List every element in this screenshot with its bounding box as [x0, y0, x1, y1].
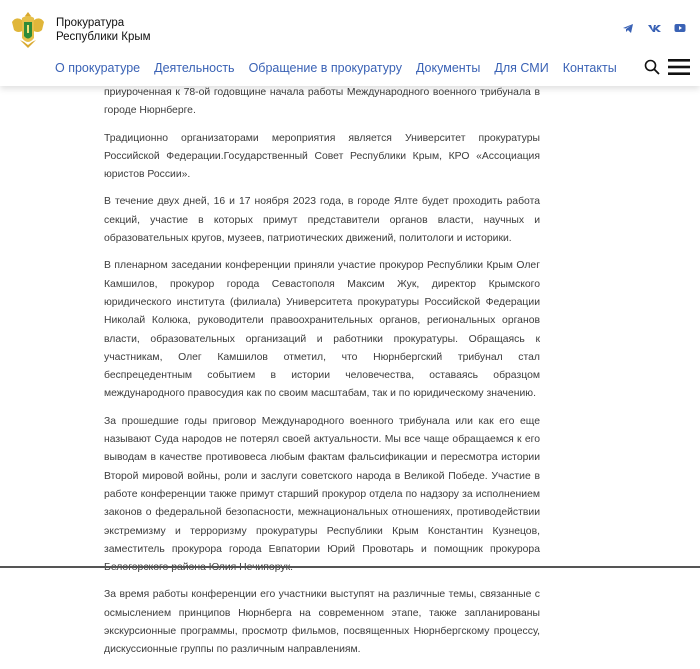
nav-appeal[interactable]: Обращение в прокуратуру — [248, 61, 402, 75]
social-links — [622, 22, 686, 34]
youtube-icon[interactable] — [674, 22, 686, 34]
brand-name[interactable] — [56, 16, 151, 44]
article-paragraph: За время работы конференции его участники выступят на различные темы, связанные с осмыслением принципов Нюрнберга на современном этапе, также запланированы экскурсионные программы, просмотр фильмов, посвященных Нюрнбергскому процессу, дискуссионные группы по различным направлениям. — [104, 589, 540, 656]
site-header — [0, 0, 700, 86]
nav-about[interactable]: О прокуратуре — [55, 61, 141, 75]
hamburger-menu-icon[interactable] — [668, 58, 690, 81]
nav-contacts[interactable]: Контакты — [562, 61, 617, 75]
search-icon[interactable] — [644, 59, 660, 80]
brand-line-1: Прокуратура — [56, 17, 125, 29]
article-paragraph: В пленарном заседании конференции приняли участие прокурор Республики Крым Олег Камшилов, прокурор города Севастополя Максим Жук, директор Крымского юридического института (филиала) Университета прокуратуры Российской Федерации Николай Колюка, руководители правоохранительных органов, региональных органов власти, образовательных организаций и работники прокуратуры. Обращаясь к участникам, Олег Камшилов отметил, что Нюрнбергский трибунал стал беспрецедентным событием в истории человечества, оставаясь образцом международного правосудия как по своим масштабам, так и по юридическому значению. — [104, 260, 540, 400]
article-paragraph: Традиционно организаторами мероприятия является Университет прокуратуры Российской Федерации.Государственный Совет Республики Крым, КРО «Ассоциация юристов России». — [104, 132, 540, 181]
article-body — [104, 84, 540, 669]
main-nav — [55, 61, 617, 75]
article-paragraph: В течение двух дней, 16 и 17 ноября 2023 года, в городе Ялте будет проходить работа секций, участие в которых примут представители органов власти, научных и образовательных кругов, музеев, патриотических движений, политологи и историки. — [104, 196, 540, 245]
bottom-edge — [0, 566, 700, 568]
prosecutor-emblem-icon[interactable] — [8, 8, 48, 52]
header-tools — [644, 58, 690, 81]
brand-line-2: Республики Крым — [56, 31, 151, 43]
article-paragraph: За прошедшие годы приговор Международного военного трибунала или как его еще называют Суда народов не потерял своей актуальности. Мы все чаще обращаемся к его выводам в качестве противовеса любым фактам фальсификации и пересмотра истории Второй мировой войны, роли и заслуги советского народа в Великой Победе. Участие в работе конференции также примут старший прокурор отдела по надзору за исполнением законов о федеральной безопасности, межнациональных отношениях, противодействии экстремизму и терроризму прокуратуры Республики Крым Константин Кузнецов, заместитель прокурора города Евпатории Юрий Провотарь и помощник прокурора — [104, 415, 540, 555]
vk-icon[interactable] — [648, 22, 660, 34]
article-paragraph: приуроченная к 78-ой годовщине начала работы Международного военного трибунала в городе Нюрнберге. — [104, 87, 540, 117]
telegram-icon[interactable] — [622, 22, 634, 34]
nav-press[interactable]: Для СМИ — [494, 61, 549, 75]
nav-activity[interactable]: Деятельность — [154, 61, 235, 75]
nav-documents[interactable]: Документы — [415, 61, 481, 75]
